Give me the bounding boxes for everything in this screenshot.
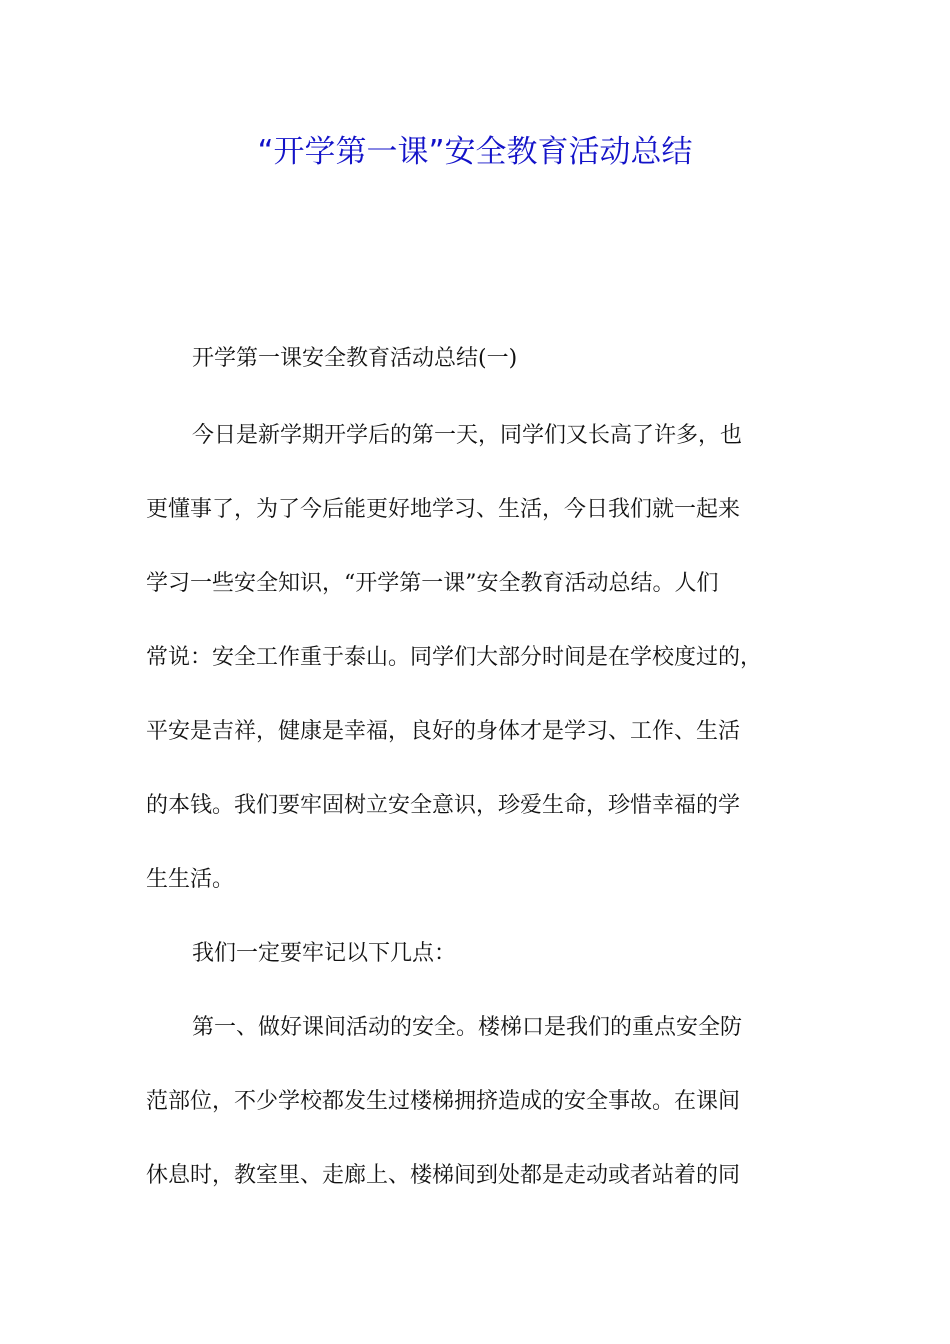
- paragraph-line: 休息时，教室里、走廊上、楼梯间到处都是走动或者站着的同: [146, 1163, 741, 1188]
- paragraph-line: 平安是吉祥，健康是幸福，良好的身体才是学习、工作、生活: [146, 719, 741, 744]
- paragraph-line: 的本钱。我们要牢固树立安全意识，珍爱生命，珍惜幸福的学: [146, 793, 741, 818]
- paragraph-line: 今日是新学期开学后的第一天，同学们又长高了许多，也: [192, 423, 743, 448]
- paragraph-line: 更懂事了，为了今后能更好地学习、生活，今日我们就一起来: [146, 497, 741, 522]
- paragraph-line: 学习一些安全知识，“开学第一课”安全教育活动总结。人们: [146, 571, 719, 596]
- paragraph-line: 我们一定要牢记以下几点：: [192, 941, 457, 966]
- document-title: “开学第一课”安全教育活动总结: [257, 134, 693, 170]
- paragraph-line: 范部位，不少学校都发生过楼梯拥挤造成的安全事故。在课间: [146, 1089, 741, 1114]
- paragraph-line: 常说：安全工作重于泰山。同学们大部分时间是在学校度过的，: [146, 645, 763, 670]
- paragraph-line: 第一、做好课间活动的安全。楼梯口是我们的重点安全防: [192, 1015, 743, 1040]
- paragraph-line: 生生活。: [146, 867, 235, 892]
- section-heading: 开学第一课安全教育活动总结(一): [192, 346, 518, 371]
